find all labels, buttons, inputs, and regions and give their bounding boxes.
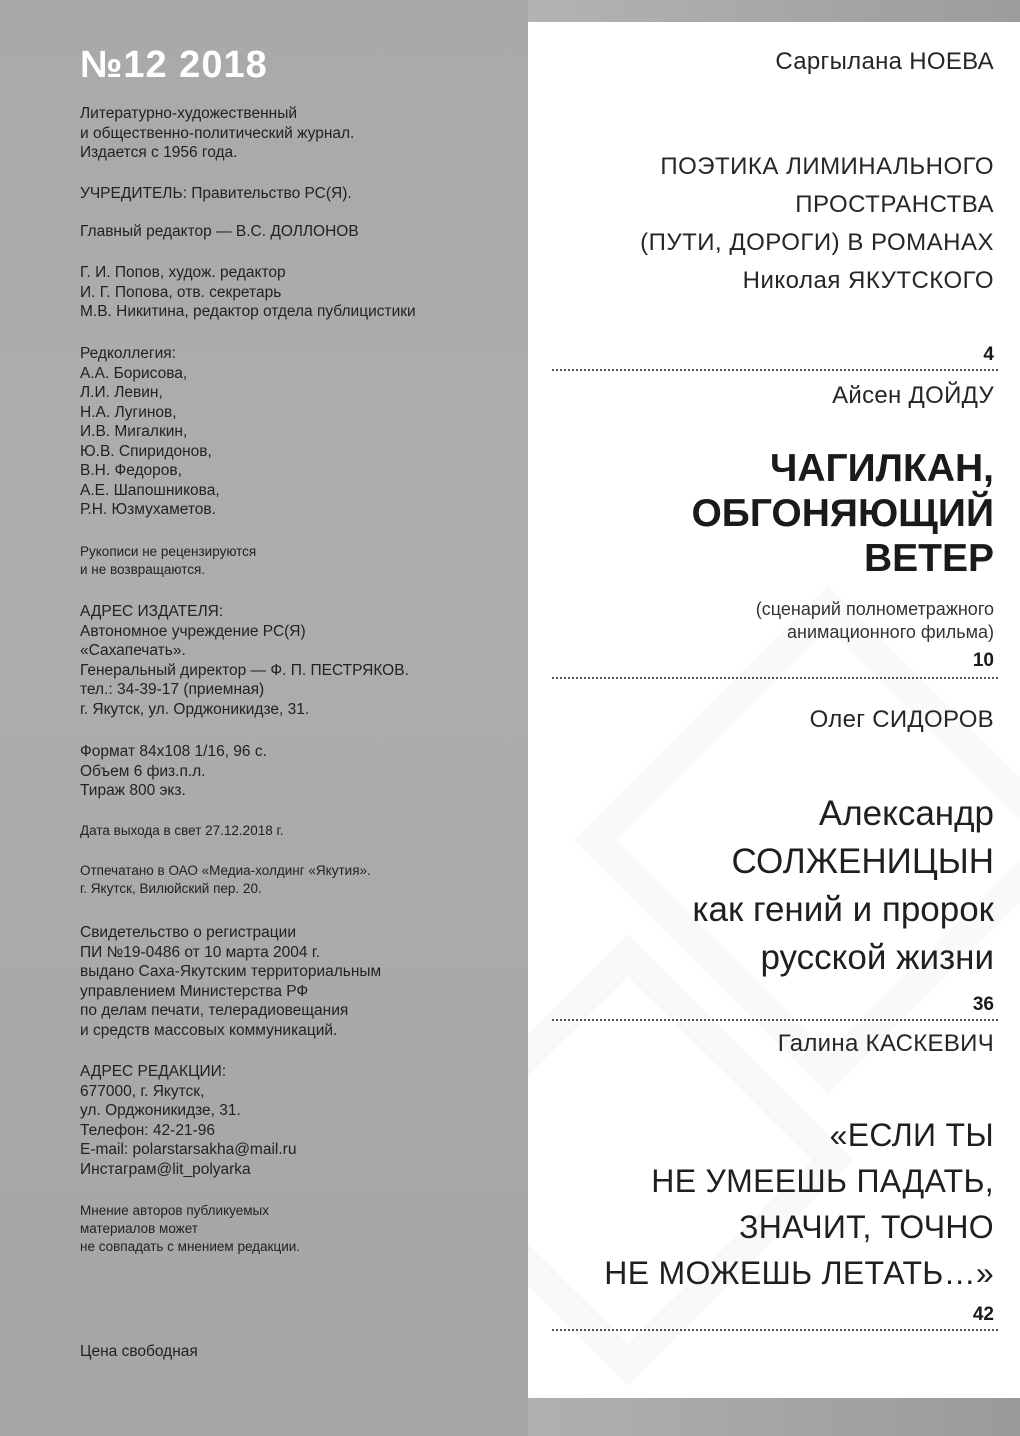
certificate-line: управлением Министерства РФ — [80, 982, 309, 1000]
toc-subtitle — [756, 598, 994, 644]
price-text: Цена свободная — [80, 1343, 198, 1360]
description-line: и общественно-политический журнал. — [80, 124, 355, 142]
subtitle-line: (сценарий полнометражного — [755, 599, 994, 619]
editorial-address — [80, 1062, 296, 1179]
description-line: Издается с 1956 года. — [80, 144, 238, 161]
founder — [80, 184, 352, 204]
toc-author: Айсен ДОЙДУ — [832, 382, 994, 409]
board-member: Р.Н. Юзмухаметов. — [80, 501, 216, 518]
staff-line: М.В. Никитина, редактор отдела публицистики — [80, 303, 416, 320]
certificate-line: Свидетельство о регистрации — [80, 924, 296, 941]
editorial-line: 677000, г. Якутск, — [80, 1082, 205, 1100]
board-title: Редколлегия: — [80, 345, 176, 362]
toc-title[interactable] — [692, 790, 994, 982]
note-line: и не возвращаются. — [80, 562, 206, 577]
toc-page-number[interactable]: 36 — [972, 994, 994, 1015]
toc-author: Саргылана НОЕВА — [775, 48, 994, 75]
registration-certificate — [80, 923, 381, 1040]
title-line: НЕ УМЕЕШЬ ПАДАТЬ, — [651, 1163, 994, 1199]
toc-page-number[interactable]: 10 — [972, 650, 994, 671]
format-line: Объем 6 физ.п.л. — [80, 762, 206, 780]
publisher-line: тел.: 34-39-17 (приемная) — [80, 681, 265, 698]
founder-text: УЧРЕДИТЕЛЬ: Правительство РС(Я). — [80, 185, 352, 202]
staff-line: Г. И. Попов, худож. редактор — [80, 264, 286, 281]
board-member: И.В. Мигалкин, — [80, 423, 188, 440]
disclaimer-line: материалов может — [80, 1221, 198, 1236]
dotted-separator — [552, 677, 998, 679]
title-line: как гений и пророк — [692, 890, 994, 929]
title-line: русской жизни — [760, 938, 994, 977]
board-member: А.Е. Шапошникова, — [80, 481, 220, 499]
dotted-separator — [552, 369, 998, 371]
release-date — [80, 822, 284, 840]
title-line: ЧАГИЛКАН, — [769, 447, 994, 490]
release-text: Дата выхода в свет 27.12.2018 г. — [80, 823, 284, 838]
title-line: ЗНАЧИТ, ТОЧНО — [739, 1209, 994, 1245]
printing-line: Отпечатано в ОАО «Медиа-холдинг «Якутия». — [80, 863, 371, 878]
format-info — [80, 742, 267, 801]
printing-line: г. Якутск, Вилюйский пер. 20. — [80, 881, 262, 896]
board-member: Н.А. Лугинов, — [80, 403, 177, 421]
title-line: НЕ МОЖЕШЬ ЛЕТАТЬ…» — [604, 1255, 994, 1291]
top-strip — [528, 0, 1020, 22]
toc-author: Олег СИДОРОВ — [809, 706, 994, 733]
description-line: Литературно-художественный — [80, 105, 297, 122]
issue-number: №12 2018 — [80, 44, 268, 86]
disclaimer-line: Мнение авторов публикуемых — [80, 1203, 269, 1218]
format-line: Тираж 800 экз. — [80, 782, 186, 799]
note-line: Рукописи не рецензируются — [80, 544, 257, 559]
manuscripts-note — [80, 543, 256, 579]
publisher-line: Автономное учреждение РС(Я) — [80, 622, 306, 640]
chief-editor — [80, 222, 359, 242]
title-line: ПОЭТИКА ЛИМИНАЛЬНОГО — [660, 153, 994, 180]
board-member: В.Н. Федоров, — [80, 462, 182, 479]
disclaimer-line: не совпадать с мнением редакции. — [80, 1239, 301, 1254]
editorial-email: E-mail: polarstarsakha@mail.ru — [80, 1141, 297, 1158]
editorial-line: ул. Орджоникидзе, 31. — [80, 1102, 241, 1119]
certificate-line: выдано Саха-Якутским территориальным — [80, 963, 382, 980]
staff-line: И. Г. Попова, отв. секретарь — [80, 283, 282, 301]
editorial-instagram: Инстаграм@lit_polyarka — [80, 1160, 251, 1178]
publisher-address — [80, 602, 409, 719]
title-line: Александр — [818, 794, 994, 833]
format-line: Формат 84х108 1/16, 96 с. — [80, 743, 267, 760]
dotted-separator — [552, 1019, 998, 1021]
title-line: ОБГОНЯЮЩИЙ — [691, 492, 994, 535]
publisher-line: Генеральный директор — Ф. П. ПЕСТРЯКОВ. — [80, 661, 409, 679]
price — [80, 1342, 198, 1362]
editorial-line: Телефон: 42-21-96 — [80, 1121, 215, 1139]
toc-page-number[interactable]: 42 — [972, 1304, 994, 1325]
toc-page-number[interactable]: 4 — [983, 344, 994, 365]
certificate-line: ПИ №19-0486 от 10 марта 2004 г. — [80, 943, 320, 961]
chief-editor-text: Главный редактор — В.С. ДОЛЛОНОВ — [80, 223, 359, 240]
certificate-line: и средств массовых коммуникаций. — [80, 1021, 338, 1039]
title-line: ПРОСТРАНСТВА — [795, 191, 994, 218]
disclaimer — [80, 1202, 300, 1256]
board-member: Л.И. Левин, — [80, 384, 163, 401]
subtitle-line: анимационного фильма) — [787, 622, 994, 642]
dotted-separator — [552, 1329, 998, 1331]
toc-author: Галина КАСКЕВИЧ — [777, 1030, 994, 1057]
printing-info — [80, 862, 371, 898]
bottom-strip — [528, 1398, 1020, 1436]
title-line: (ПУТИ, ДОРОГИ) В РОМАНАХ — [640, 229, 994, 256]
title-line: «ЕСЛИ ТЫ — [829, 1117, 994, 1153]
publisher-line: г. Якутск, ул. Орджоникидзе, 31. — [80, 700, 310, 718]
title-line: СОЛЖЕНИЦЫН — [731, 842, 994, 881]
board-member: Ю.В. Спиридонов, — [80, 442, 212, 460]
toc-title[interactable] — [640, 148, 994, 300]
toc-title[interactable] — [604, 1112, 994, 1296]
toc-title[interactable] — [691, 446, 994, 581]
publisher-line: «Сахапечать». — [80, 642, 186, 659]
board-member: А.А. Борисова, — [80, 364, 188, 382]
editorial-line: АДРЕС РЕДАКЦИИ: — [80, 1063, 227, 1080]
publisher-line: АДРЕС ИЗДАТЕЛЯ: — [80, 603, 224, 620]
staff-list — [80, 263, 416, 322]
editorial-board — [80, 344, 220, 520]
journal-description — [80, 104, 354, 163]
table-of-contents — [528, 0, 1020, 1436]
certificate-line: по делам печати, телерадиовещания — [80, 1002, 349, 1019]
title-line: Николая ЯКУТСКОГО — [742, 267, 994, 294]
title-line: ВЕТЕР — [863, 537, 994, 580]
